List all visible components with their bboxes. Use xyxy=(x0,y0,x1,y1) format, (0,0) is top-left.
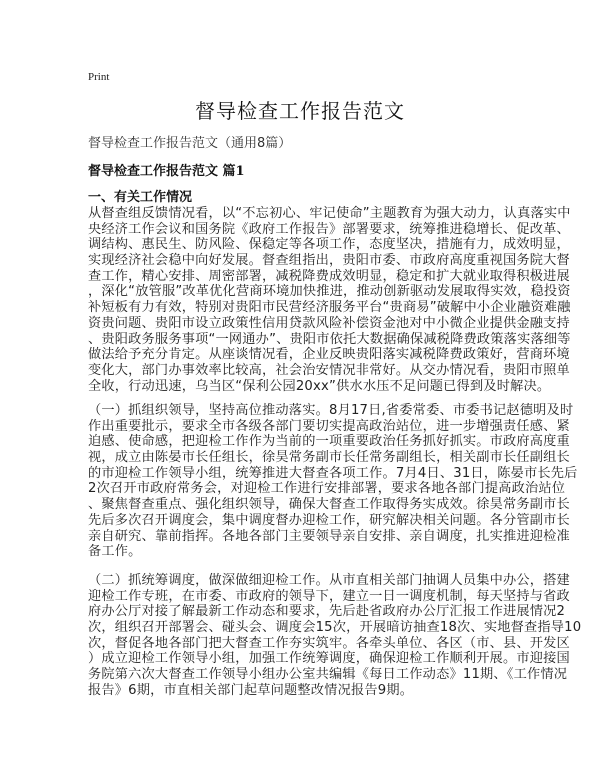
text-line: 府办公厅对接了解最新工作动态和要求，先后赴省政府办公厅汇报工作进展情况2 xyxy=(88,604,566,620)
text-line: 做法给予充分肯定。从座谈情况看，企业反映贵阳落实减税降费政策好，营商环境 xyxy=(88,347,570,363)
text-line: 从督查组反馈情况看，以“不忘初心、牢记使命”主题教育为强大动力，认真落实中 xyxy=(88,206,571,221)
document-subtitle: 督导检查工作报告范文（通用8篇） xyxy=(88,136,292,151)
text-line: 备工作。 xyxy=(88,544,142,560)
text-line: 作出重要批示，要求全市各级各部门要切实提高政治站位，进一步增强责任感、紧 xyxy=(88,418,570,434)
text-line: 实现经济社会稳中向好发展。督查组指出，贵阳市委、市政府高度重视国务院大督 xyxy=(88,253,570,269)
text-line: 补短板有力有效，特别对贵阳市民营经济服务平台“贵商易”破解中小企业融资难融 xyxy=(88,300,571,316)
part-heading: 督导检查工作报告范文 篇1 xyxy=(88,164,245,179)
section-heading: 一、有关工作情况 xyxy=(88,190,193,205)
text-line: 先后多次召开调度会，集中调度督办迎检工作，研究解决相关问题。各分管副市长 xyxy=(88,512,570,528)
text-line: 迫感、使命感，把迎检工作作为当前的一项重要政治任务抓好抓实。市政府高度重 xyxy=(88,434,570,450)
text-line: 资贵问题、贵阳市设立政策性信用贷款风险补偿资金池对中小微企业提供金融支持 xyxy=(88,315,570,331)
text-line: 调结构、惠民生、防风险、保稳定等各项工作，态度坚决，措施有力，成效明显， xyxy=(88,237,570,253)
text-line: 2次召开市政府常务会，对迎检工作进行安排部署，要求各地各部门提高政治站位 xyxy=(88,481,566,497)
text-line: ）成立迎检工作领导小组，加强工作统筹调度，确保迎检工作顺利开展。市迎接国 xyxy=(88,651,570,667)
text-line: 、聚焦督查重点、强化组织领导，确保大督查工作取得务实成效。徐昊常务副市长 xyxy=(88,497,570,513)
text-line: 查工作，精心安排、周密部署，减税降费成效明显，稳定和扩大就业取得积极进展 xyxy=(88,268,570,284)
text-line: ，深化“放管服”改革优化营商环境加快推进，推动创新驱动发展取得实效，稳投资 xyxy=(88,284,571,300)
text-line: 务院第六次大督查工作领导小组办公室共编辑《每日工作动态》11期、《工作情况 xyxy=(88,667,568,683)
paragraph-organization-leadership xyxy=(88,403,578,560)
text-line: 报告》6期，市直相关部门起草问题整改情况报告9期。 xyxy=(88,682,414,698)
document-title: 督导检查工作报告范文 xyxy=(195,99,405,123)
text-line: 央经济工作会议和国务院《政府工作报告》部署要求，统筹推进稳增长、促改革、 xyxy=(88,221,570,237)
text-line: 次，组织召开部署会、碰头会、调度会15次，开展暗访抽查18次、实地督查指导10 xyxy=(88,620,582,636)
text-line: （二）抓统筹调度，做深做细迎检工作。从市直相关部门抽调人员集中办公，搭建 xyxy=(88,573,570,588)
text-line: 迎检工作专班，在市委、市政府的领导下，建立一日一调度机制，每天坚持与省政 xyxy=(88,588,570,604)
text-line: 亲自研究、靠前指挥。各地各部门主要领导亲自安排、亲自调度，扎实推进迎检准 xyxy=(88,528,570,544)
text-line: 视，成立由陈晏市长任组长，徐昊常务副市长任常务副组长，相关副市长任副组长 xyxy=(88,450,570,466)
text-line: 、贵阳政务服务事项“一网通办”、贵阳市依托大数据确保减税降费政策落实落细等 xyxy=(88,331,571,347)
paragraph-overview xyxy=(88,206,571,394)
text-line: 次，督促各地各部门把大督查工作夯实筑牢。各牵头单位、各区（市、县、开发区 xyxy=(88,635,570,651)
print-label: Print xyxy=(88,71,110,83)
paragraph-coordination xyxy=(88,573,582,699)
text-line: 的市迎检工作领导小组，统筹推进大督查各项工作。7月4日、31日，陈晏市长先后 xyxy=(88,465,578,481)
text-line: 全收，行动迅速，乌当区“保利公园20xx”供水水压不足问题已得到及时解决。 xyxy=(88,378,551,394)
text-line: （一）抓组织领导，坚持高位推动落实。8月17日,省委常委、市委书记赵德明及时 xyxy=(88,403,574,418)
text-line: 变化大，部门办事效率比较高，社会治安情况非常好。从交办情况看，贵阳市照单 xyxy=(88,362,570,378)
